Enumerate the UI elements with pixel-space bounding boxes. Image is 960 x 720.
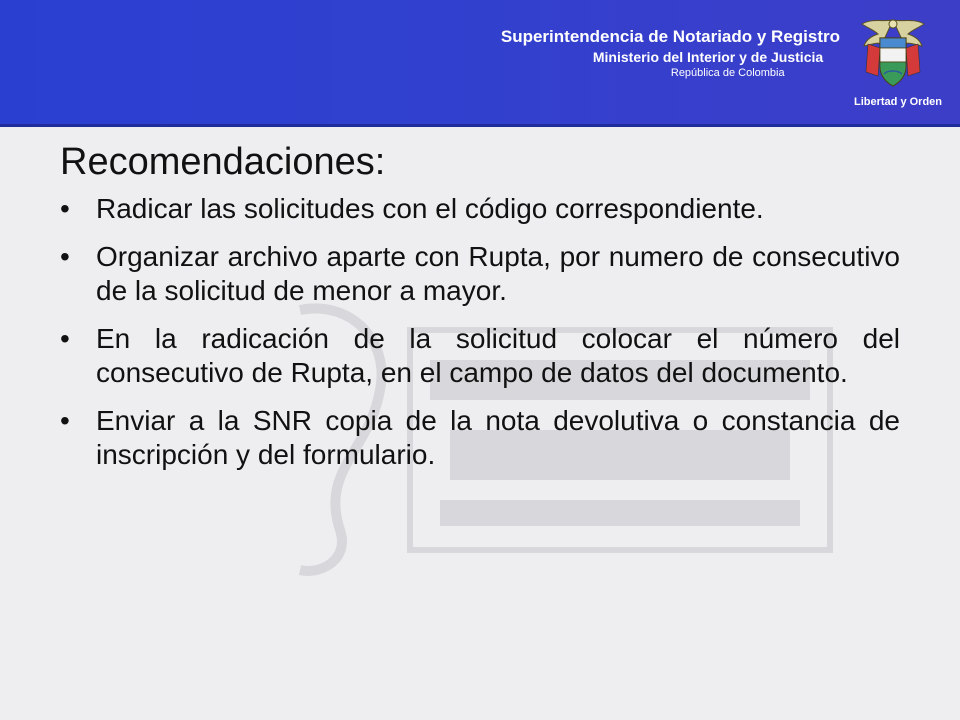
list-item-text: Enviar a la SNR copia de la nota devolutiva o constancia de inscripción y del formulario. — [96, 405, 900, 470]
bullet-icon: • — [60, 241, 70, 272]
organization-name — [501, 26, 840, 81]
coat-of-arms-icon — [854, 14, 932, 94]
org-line-3: República de Colombia — [670, 67, 785, 79]
bullet-icon: • — [60, 193, 70, 224]
bullet-icon: • — [60, 405, 70, 436]
slide-header — [0, 0, 960, 127]
list-item — [60, 192, 900, 226]
list-item — [60, 322, 900, 390]
org-line-1: Superintendencia de Notariado y Registro — [500, 27, 840, 46]
slide-title: Recomendaciones: — [60, 141, 386, 183]
list-item — [60, 240, 900, 308]
recommendations-list — [60, 192, 900, 472]
colombia-coat-of-arms — [854, 14, 943, 114]
list-item-text: En la radicación de la solicitud colocar el número del consecutivo de Rupta, en el campo de datos del documento. — [96, 323, 900, 388]
crest-caption: Libertad y Orden — [854, 96, 943, 108]
list-item — [60, 404, 900, 472]
bullet-icon: • — [60, 323, 70, 354]
list-item-text: Radicar las solicitudes con el código correspondiente. — [96, 193, 764, 224]
org-line-2: Ministerio del Interior y de Justicia — [592, 49, 824, 65]
slide-content — [60, 138, 900, 486]
list-item-text: Organizar archivo aparte con Rupta, por numero de consecutivo de la solicitud de menor a mayor. — [96, 241, 900, 306]
